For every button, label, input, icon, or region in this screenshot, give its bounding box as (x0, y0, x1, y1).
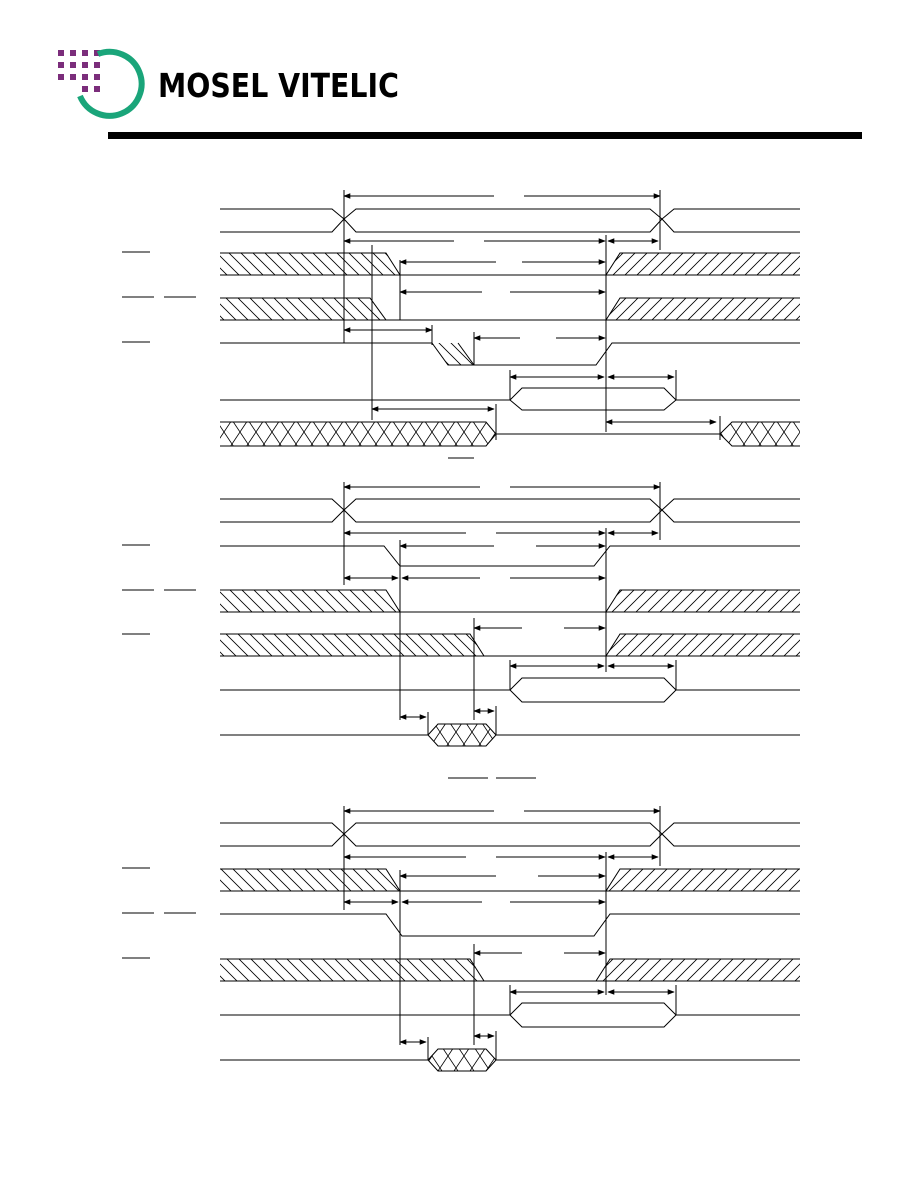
timing-diagram-1 (122, 190, 800, 458)
timing-diagram-2 (122, 482, 800, 778)
timing-diagram-3 (122, 806, 800, 1071)
brand-name: MOSEL VITELIC (158, 66, 399, 105)
